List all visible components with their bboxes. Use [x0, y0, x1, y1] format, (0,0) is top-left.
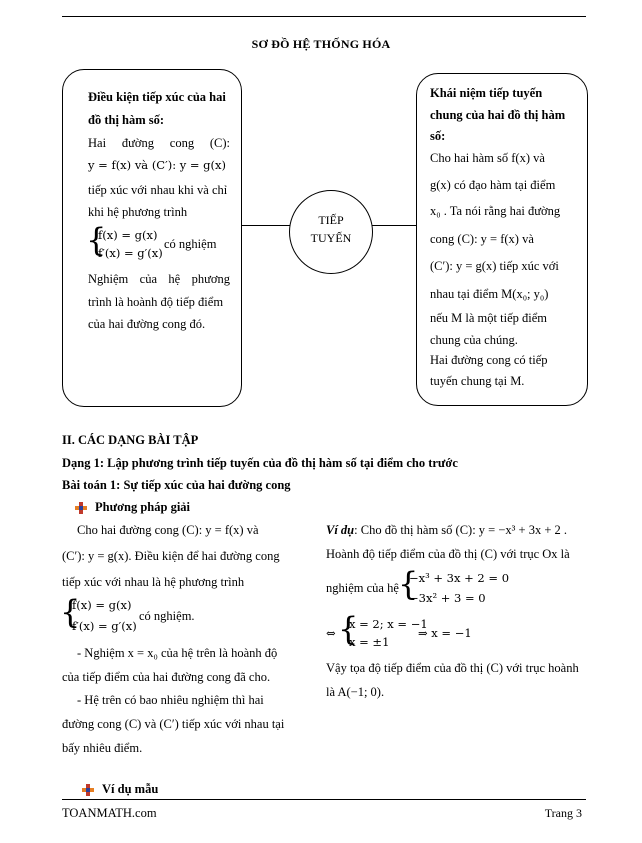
left-system-tail: có nghiệm — [164, 237, 217, 251]
left-system-brace: { — [86, 221, 107, 259]
example-system-row-4: x = ±1 — [349, 635, 390, 649]
right-line-7: nếu M là một tiếp điểm — [430, 311, 547, 325]
method-line-3: tiếp xúc với nhau là hệ phương trình — [62, 575, 245, 589]
section-heading: II. CÁC DẠNG BÀI TẬP — [62, 433, 199, 447]
left-system-row-2: f′(x) = g′(x) — [98, 246, 163, 260]
method-system-row-2: f′(x) = g′(x) — [72, 619, 137, 633]
connector-right — [372, 225, 416, 226]
plus-bullet-icon — [75, 502, 87, 514]
example-system-brace-2: { — [338, 610, 359, 648]
example-result: ⇒ x = −1 — [418, 626, 472, 640]
left-line-2: y = f(x) và (C′): y = g(x) — [88, 158, 226, 172]
example-line-3: nghiệm của hệ — [326, 581, 399, 595]
sample-heading: Ví dụ mẫu — [102, 782, 159, 796]
right-line-1: Cho hai hàm số f(x) và — [430, 151, 545, 165]
dang-heading: Dạng 1: Lập phương trình tiếp tuyến của đồ thị hàm số tại điểm cho trước — [62, 456, 458, 470]
example-system-row-1: −x³ + 3x + 2 = 0 — [409, 571, 510, 585]
method-line-6: - Hệ trên có bao nhiêu nghiệm thì hai — [77, 693, 264, 707]
example-label: Ví dụ — [326, 523, 355, 537]
example-line-5: là A(−1; 0). — [326, 685, 385, 699]
right-heading-2: chung của hai đồ thị hàm — [430, 108, 566, 122]
method-system-row-1: f(x) = g(x) — [72, 598, 132, 612]
example-equiv-sign: ⇔ — [326, 626, 336, 640]
example-line-2: Hoành độ tiếp điểm của đồ thị (C) với trục Ox là — [326, 547, 570, 561]
method-line-8: bấy nhiêu điểm. — [62, 741, 143, 755]
header-rule — [62, 16, 586, 17]
left-system-row-1: f(x) = g(x) — [98, 228, 158, 242]
method-system-brace: { — [60, 593, 81, 631]
left-line-3: tiếp xúc với nhau khi và chỉ — [88, 183, 228, 197]
left-heading-1: Điều kiện tiếp xúc của hai — [88, 90, 226, 104]
right-line-3: x₀ . Ta nói rằng hai đường — [430, 204, 561, 218]
example-system-brace-1: { — [398, 565, 419, 603]
example-line-1-text: : Cho đồ thị hàm số (C): y = −x³ + 3x + 2 . — [354, 523, 567, 537]
center-node-line-1: TIẾP — [318, 213, 344, 227]
right-line-4: cong (C): y = f(x) và — [430, 232, 534, 246]
example-system-row-3: x = 2; x = −1 — [349, 617, 428, 631]
footer-rule — [62, 799, 586, 800]
right-line-9: Hai đường cong có tiếp — [430, 353, 548, 367]
right-line-10: tuyến chung tại M. — [430, 374, 525, 388]
method-line-1: Cho hai đường cong (C): y = f(x) và — [77, 523, 259, 537]
left-line-6: trình là hoành độ tiếp điểm — [88, 295, 224, 309]
left-heading-2: đồ thị hàm số: — [88, 113, 165, 127]
left-line-5 — [88, 272, 230, 287]
plus-bullet-icon-2 — [82, 784, 94, 796]
right-line-6: nhau tại điểm M(x₀; y₀) — [430, 287, 549, 301]
connector-left — [242, 225, 290, 226]
right-line-5: (C′): y = g(x) tiếp xúc với — [430, 259, 559, 273]
right-heading-1: Khái niệm tiếp tuyến — [430, 86, 543, 100]
left-line-1 — [88, 136, 230, 151]
center-node-line-2: TUYẾN — [310, 231, 352, 245]
method-line-7: đường cong (C) và (C′) tiếp xúc với nhau tại — [62, 717, 285, 731]
method-line-4: - Nghiệm x = x₀ của hệ trên là hoành độ — [77, 646, 278, 660]
method-line-5: của tiếp điểm của hai đường cong đã cho. — [62, 670, 271, 684]
left-line-5-word-3: hệ — [168, 272, 181, 286]
right-line-8: chung của chúng. — [430, 333, 518, 347]
left-line-1-word-1: Hai — [88, 136, 107, 150]
page-title: SƠ ĐỒ HỆ THỐNG HÓA — [251, 37, 391, 51]
left-line-5-word-4: phương — [191, 272, 230, 286]
right-line-2: g(x) có đạo hàm tại điểm — [430, 178, 556, 192]
left-line-7: của hai đường cong đó. — [88, 317, 206, 331]
footer-page-number: Trang 3 — [544, 806, 582, 820]
right-heading-3: số: — [430, 129, 446, 143]
left-line-4: khi hệ phương trình — [88, 205, 188, 219]
example-line-4: Vậy tọa độ tiếp điểm của đồ thị (C) với trục hoành — [326, 661, 579, 675]
method-heading: Phương pháp giải — [95, 500, 191, 514]
left-line-5-word-1: Nghiệm — [88, 272, 129, 286]
left-line-1-word-2: đường — [121, 136, 154, 150]
example-line-1 — [326, 523, 567, 538]
left-line-1-word-3: cong — [169, 136, 195, 150]
footer-site: TOANMATH.com — [62, 806, 157, 820]
method-system-tail: có nghiệm. — [139, 609, 195, 623]
left-line-1-word-4: (C): — [209, 136, 230, 150]
method-line-2: (C′): y = g(x). Điều kiện để hai đường cong — [62, 549, 280, 563]
center-node — [289, 190, 373, 274]
left-line-5-word-2: của — [139, 272, 158, 286]
example-system-row-2: −3x² + 3 = 0 — [409, 591, 486, 605]
bai-toan-heading: Bài toán 1: Sự tiếp xúc của hai đường cong — [62, 478, 291, 492]
